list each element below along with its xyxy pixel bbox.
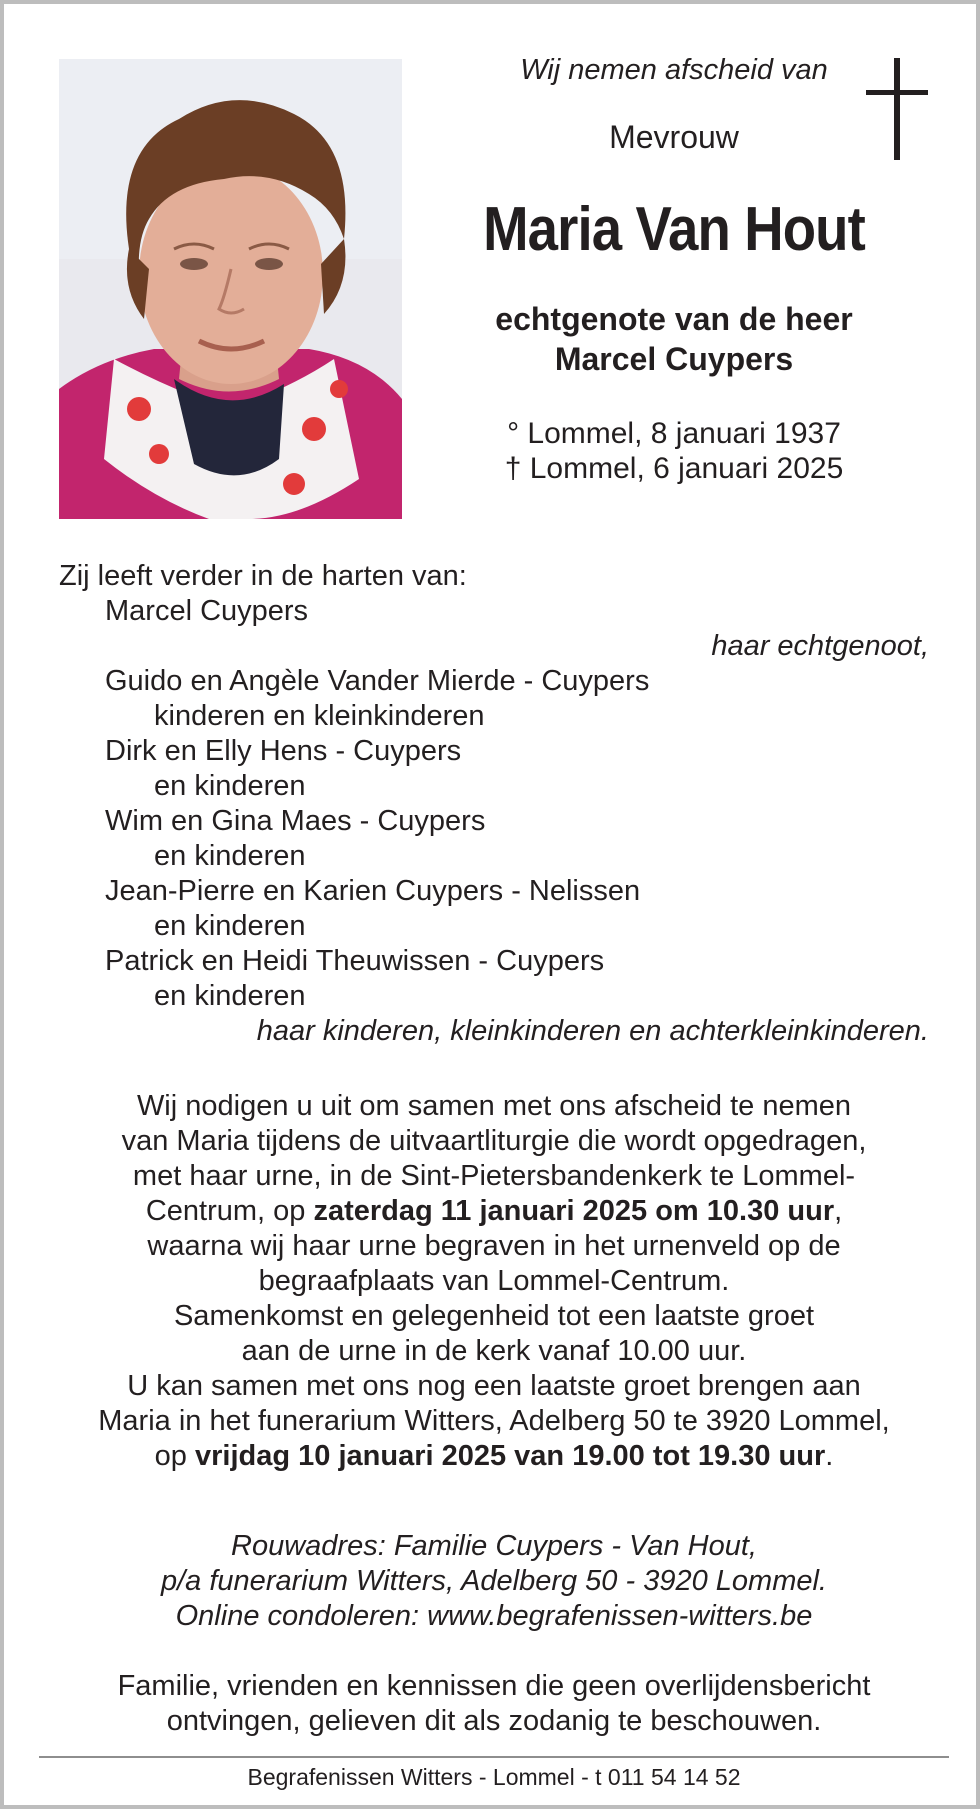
- invitation-text: [49, 1089, 939, 1474]
- birth-date: ° Lommel, 8 januari 1937: [507, 417, 841, 450]
- notice-line: Familie, vrienden en kennissen die geen overlijdensbericht: [117, 1670, 871, 1702]
- invitation-line: begraafplaats van Lommel-Centrum.: [258, 1265, 730, 1297]
- child-sub: kinderen en kleinkinderen: [154, 700, 485, 732]
- invitation-line: Maria in het funerarium Witters, Adelberg 50 te 3920 Lommel,: [98, 1405, 890, 1437]
- address-line: Rouwadres: Familie Cuypers - Van Hout,: [231, 1530, 757, 1562]
- spouse-info: [444, 299, 904, 379]
- child-sub: en kinderen: [154, 770, 306, 802]
- child-names: Guido en Angèle Vander Mierde - Cuypers: [105, 665, 650, 697]
- invitation-line: van Maria tijdens de uitvaartliturgie die wordt opgedragen,: [121, 1125, 867, 1157]
- ceremony-datetime: zaterdag 11 januari 2025 om 10.30 uur: [313, 1195, 835, 1227]
- invitation-line: met haar urne, in de Sint-Pietersbandenkerk te Lommel-: [132, 1160, 856, 1192]
- invitation-line: op vrijdag 10 januari 2025 van 19.00 tot 19.30 uur.: [154, 1440, 834, 1472]
- invitation-line: U kan samen met ons nog een laatste groet brengen aan: [127, 1370, 861, 1402]
- footer-divider: [39, 1756, 949, 1758]
- notice-line: ontvingen, gelieven dit als zodanig te beschouwen.: [166, 1705, 822, 1737]
- invitation-line: waarna wij haar urne begraven in het urnenveld op de: [147, 1230, 841, 1262]
- address-line: p/a funerarium Witters, Adelberg 50 - 3920 Lommel.: [161, 1565, 827, 1597]
- visitation-datetime: vrijdag 10 januari 2025 van 19.00 tot 19.30 uur: [195, 1440, 826, 1472]
- invitation-line: aan de urne in de kerk vanaf 10.00 uur.: [241, 1335, 747, 1367]
- portrait-photo: [59, 59, 402, 519]
- husband-name: Marcel Cuypers: [105, 595, 309, 627]
- death-date: † Lommel, 6 januari 2025: [504, 452, 844, 485]
- title-prefix: Mevrouw: [609, 119, 739, 155]
- spouse-line-1: echtgenote van de heer: [495, 301, 853, 337]
- husband-role: haar echtgenoot,: [711, 630, 929, 662]
- children-role: haar kinderen, kleinkinderen en achterkleinkinderen.: [256, 1015, 929, 1047]
- life-dates: [444, 416, 904, 486]
- child-names: Wim en Gina Maes - Cuypers: [105, 805, 486, 837]
- spouse-line-2: Marcel Cuypers: [554, 341, 794, 377]
- invitation-line: Samenkomst en gelegenheid tot een laatste groet: [173, 1300, 815, 1332]
- mourning-address: [49, 1529, 939, 1634]
- invitation-line: Centrum, op zaterdag 11 januari 2025 om 10.30 uur,: [145, 1195, 843, 1227]
- condolence-line: Online condoleren: www.begrafenissen-witters.be: [175, 1600, 813, 1632]
- family-list: [59, 559, 929, 1049]
- intro-line: Wij nemen afscheid van: [520, 54, 828, 86]
- child-sub: en kinderen: [154, 980, 306, 1012]
- child-names: Jean-Pierre en Karien Cuypers - Nelissen: [105, 875, 641, 907]
- child-sub: en kinderen: [154, 910, 306, 942]
- deceased-name: Maria Van Hout: [483, 195, 865, 264]
- child-sub: en kinderen: [154, 840, 306, 872]
- notice-text: [49, 1669, 939, 1739]
- family-intro: Zij leeft verder in de harten van:: [59, 560, 467, 592]
- child-names: Dirk en Elly Hens - Cuypers: [105, 735, 462, 767]
- invitation-line: Wij nodigen u uit om samen met ons afscheid te nemen: [136, 1090, 852, 1122]
- child-names: Patrick en Heidi Theuwissen - Cuypers: [105, 945, 605, 977]
- footer-text: Begrafenissen Witters - Lommel - t 011 54 14 52: [247, 1764, 741, 1790]
